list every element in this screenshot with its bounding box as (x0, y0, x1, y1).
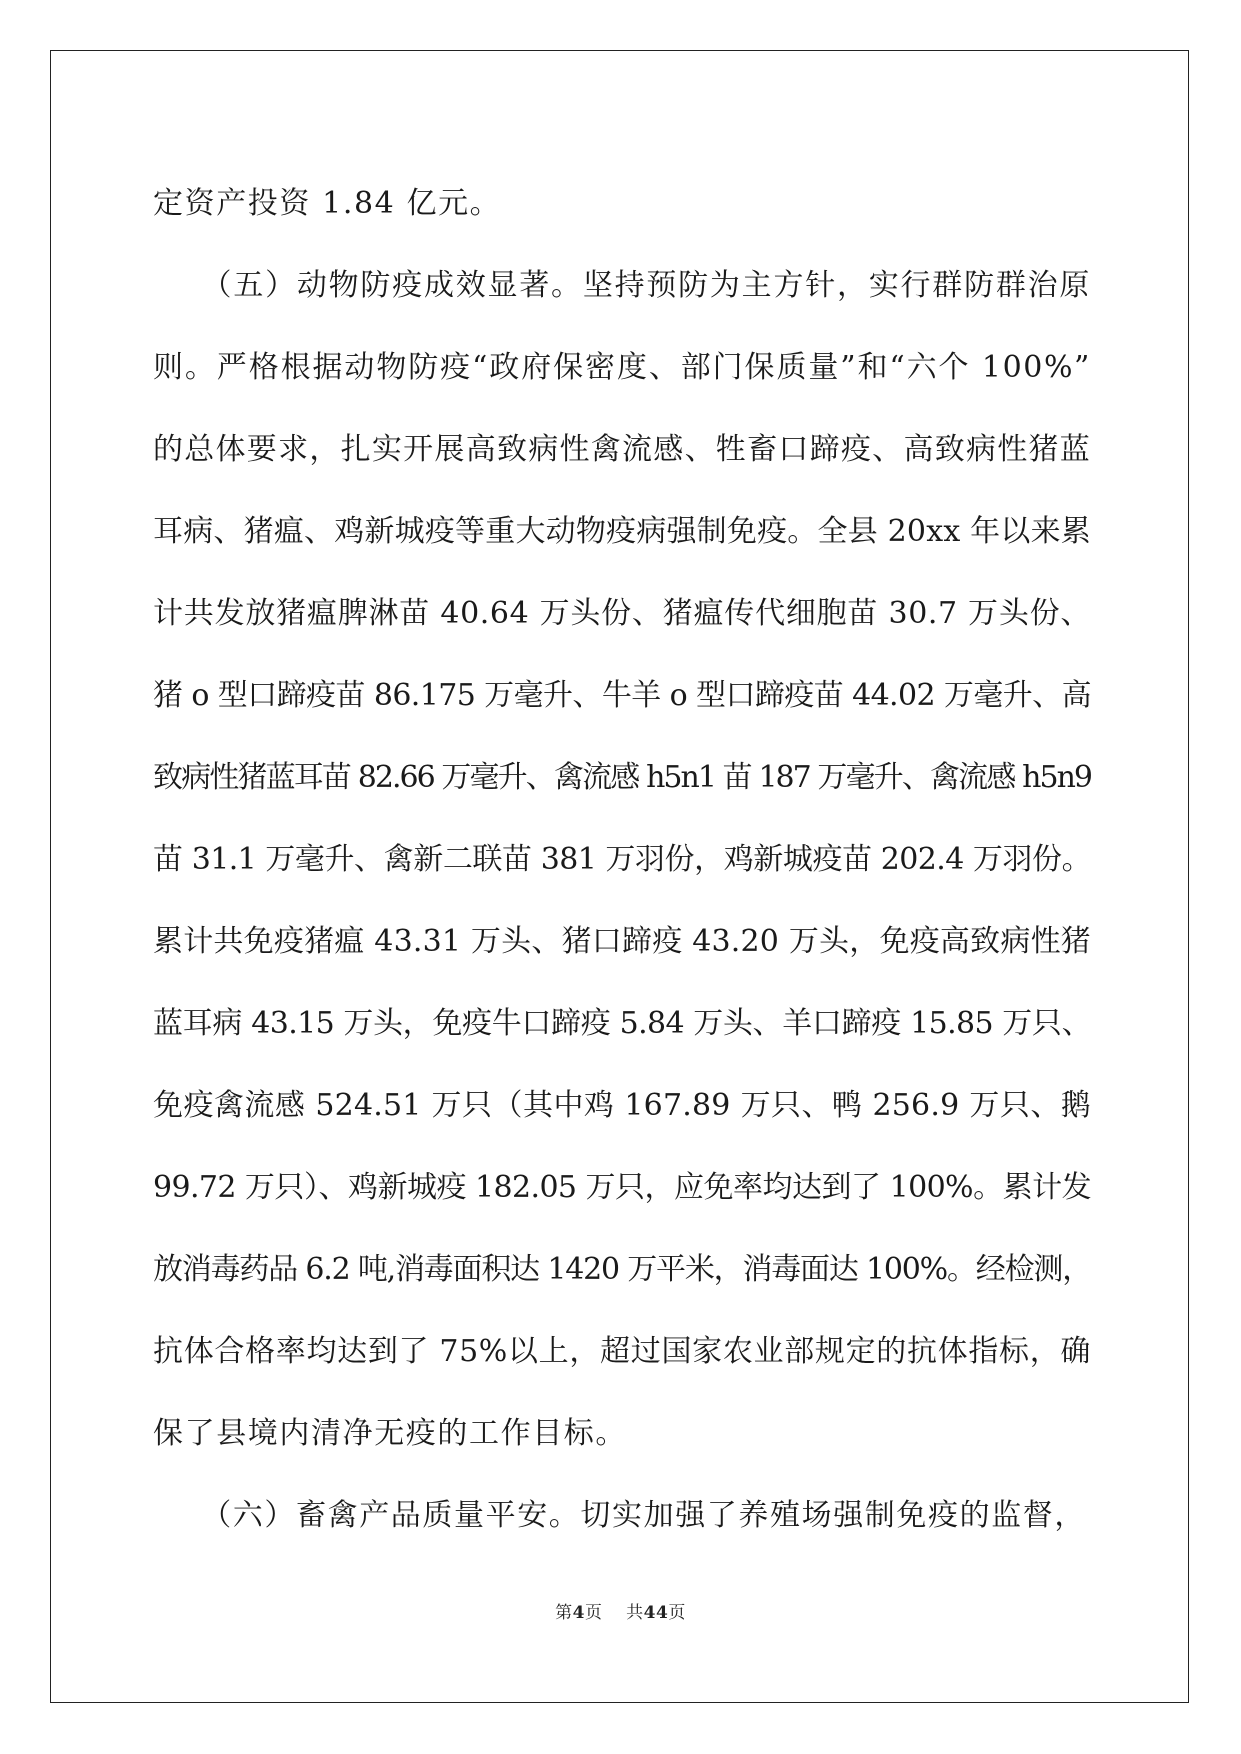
document-body (153, 163, 1091, 1557)
text-line: 耳病、猪瘟、鸡新城疫等重大动物疫病强制免疫。全县 20xx 年以来累 (153, 514, 1091, 549)
text-line: 累计共免疫猪瘟 43.31 万头、猪口蹄疫 43.20 万头，免疫高致病性猪 (153, 924, 1091, 959)
text-line: 则。严格根据动物防疫“政府保密度、部门保质量”和“六个 100%” (153, 350, 1091, 385)
text-line: 抗体合格率均达到了 75%以上，超过国家农业部规定的抗体指标，确 (153, 1334, 1091, 1369)
footer-page-suffix: 页 (585, 1603, 603, 1623)
footer-prefix: 第 (555, 1603, 573, 1623)
text-line: 蓝耳病 43.15 万头，免疫牛口蹄疫 5.84 万头、羊口蹄疫 15.85 万只、 (153, 1006, 1091, 1041)
text-line: 保了县境内清净无疫的工作目标。 (153, 1416, 627, 1451)
page-footer (0, 1598, 1241, 1623)
text-line: 致病性猪蓝耳苗 82.66 万毫升、禽流感 h5n1 苗 187 万毫升、禽流感 h5n9 (153, 760, 1091, 795)
footer-total-suffix: 页 (668, 1603, 686, 1623)
text-line: 定资产投资 1.84 亿元。 (153, 186, 502, 221)
text-line: 免疫禽流感 524.51 万只（其中鸡 167.89 万只、鸭 256.9 万只、鹅 (153, 1088, 1091, 1123)
total-pages: 44 (643, 1603, 669, 1623)
text-line: 计共发放猪瘟脾淋苗 40.64 万头份、猪瘟传代细胞苗 30.7 万头份、 (153, 596, 1091, 631)
text-line: 的总体要求，扎实开展高致病性禽流感、牲畜口蹄疫、高致病性猪蓝 (153, 432, 1091, 467)
text-line: 苗 31.1 万毫升、禽新二联苗 381 万羽份，鸡新城疫苗 202.4 万羽份。 (153, 842, 1091, 877)
text-line: 99.72 万只）、鸡新城疫 182.05 万只，应免率均达到了 100%。累计发 (153, 1170, 1091, 1205)
text-line: 放消毒药品 6.2 吨,消毒面积达 1420 万平米，消毒面达 100%。经检测， (153, 1252, 1091, 1287)
text-line: （六）畜禽产品质量平安。切实加强了养殖场强制免疫的监督， (153, 1498, 1086, 1533)
page-number: 4 (572, 1603, 586, 1623)
text-line: （五）动物防疫成效显著。坚持预防为主方针，实行群防群治原 (153, 268, 1091, 303)
footer-total-prefix: 共 (626, 1603, 644, 1623)
text-line: 猪 o 型口蹄疫苗 86.175 万毫升、牛羊 o 型口蹄疫苗 44.02 万毫升、高 (153, 678, 1091, 713)
